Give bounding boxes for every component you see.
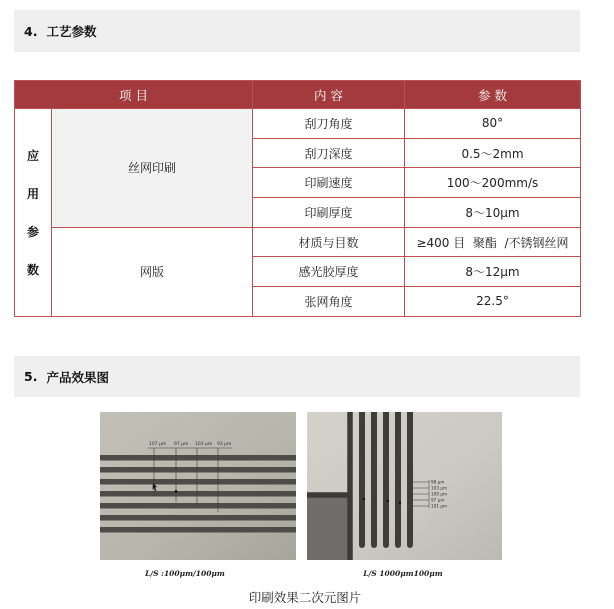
measurement-label: 100 μm	[431, 491, 448, 497]
content-cell: 刮刀角度	[253, 109, 405, 139]
measurement-label: 101 μm	[431, 503, 448, 509]
section-4-number: 4.	[24, 23, 38, 39]
microscope-photo	[307, 412, 502, 560]
category-char: 用	[26, 186, 39, 201]
param-cell: 8～12μm	[405, 257, 581, 287]
group-cell-screen: 网版	[52, 227, 253, 316]
section-5-title-text: 产品效果图	[46, 369, 109, 385]
category-label	[15, 147, 51, 278]
process-parameter-table	[14, 80, 581, 317]
param-cell: 22.5°	[405, 287, 581, 317]
section-4-title	[24, 10, 96, 52]
header-item: 项 目	[15, 81, 253, 109]
table-row	[15, 227, 581, 257]
table-header-row	[15, 81, 581, 109]
figure-caption-right: L/S 1000μm100μm	[363, 569, 443, 578]
section-5-title	[24, 356, 109, 397]
measurement-label: 103 μm	[431, 485, 448, 491]
measurement-label: 98 μm	[431, 479, 445, 485]
table-row	[15, 109, 581, 139]
category-char: 应	[26, 148, 39, 163]
param-cell: 80°	[405, 109, 581, 139]
microscope-photo	[100, 412, 296, 560]
printed-pad	[307, 494, 350, 560]
category-cell	[15, 109, 52, 317]
content-cell: 印刷速度	[253, 168, 405, 198]
param-cell: 0.5～2mm	[405, 138, 581, 168]
section-4-title-text: 工艺参数	[46, 24, 97, 39]
measurement-label: 97 μm	[174, 442, 189, 447]
content-cell: 感光胶厚度	[253, 257, 405, 287]
measurement-label: 103 μm	[195, 442, 213, 447]
microscope-image-vertical-lines	[307, 412, 502, 560]
content-cell: 张网角度	[253, 287, 405, 317]
section-5-number: 5.	[24, 369, 38, 384]
header-content: 内 容	[253, 81, 405, 109]
param-cell: 8～10μm	[405, 198, 581, 228]
measurement-label: 97 μm	[431, 497, 445, 503]
content-cell: 材质与目数	[253, 227, 405, 257]
microscope-image-horizontal-lines	[100, 412, 296, 560]
measurement-label: 107 μm	[149, 442, 167, 447]
header-param: 参 数	[405, 81, 581, 109]
content-cell: 印刷厚度	[253, 198, 405, 228]
param-cell: 100～200mm/s	[405, 168, 581, 198]
section-4-header	[14, 10, 580, 52]
category-char: 参	[26, 224, 39, 239]
section-5-header	[14, 356, 580, 397]
content-cell: 刮刀深度	[253, 138, 405, 168]
param-cell: ≥400 目 聚酯 /不锈钢丝网	[405, 227, 581, 257]
measurement-label: 93 μm	[217, 442, 232, 447]
group-cell-screen-printing: 丝网印刷	[52, 109, 253, 228]
measure-point	[175, 490, 177, 493]
figure-title: 印刷效果二次元图片	[248, 590, 362, 605]
figure-caption-left: L/S :100μm/100μm	[145, 569, 225, 578]
category-char: 数	[26, 262, 39, 277]
